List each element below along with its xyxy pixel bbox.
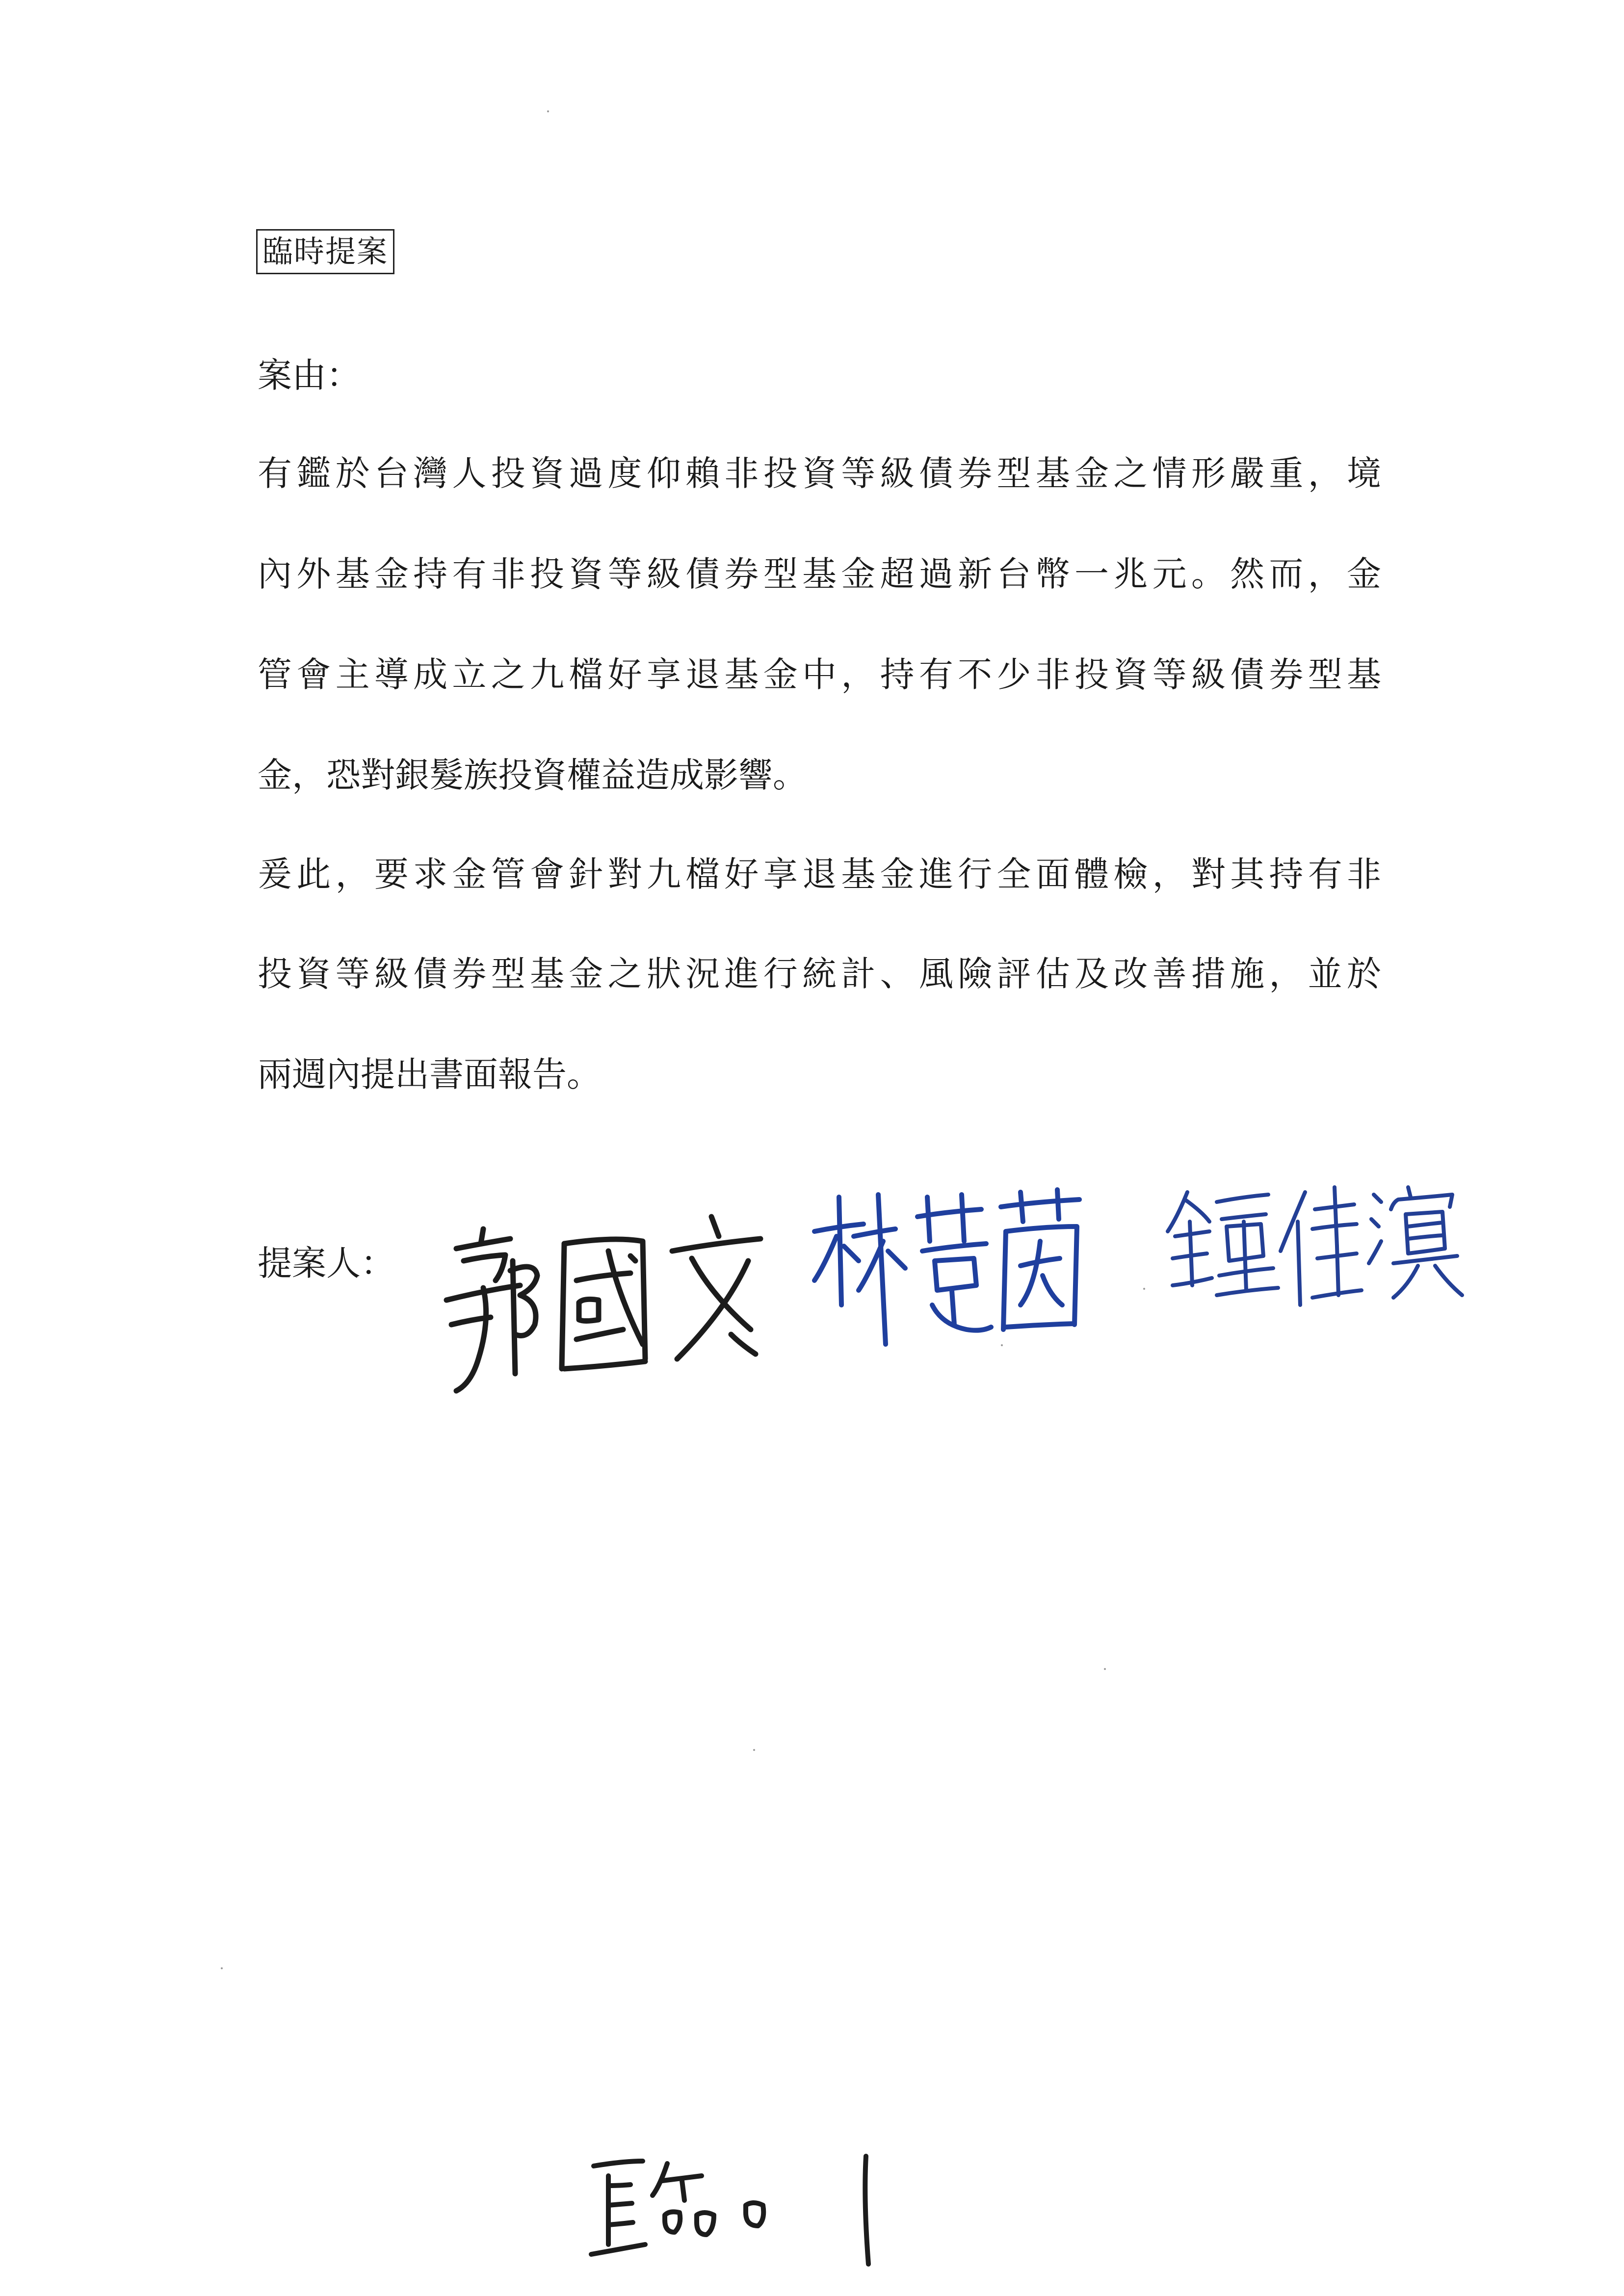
- proposer-label: 提案人：: [258, 1243, 395, 1283]
- signature-3: [1163, 1173, 1467, 1330]
- body-line: 金，恐對銀髮族投資權益造成影響。: [258, 755, 807, 795]
- scan-speck: [547, 110, 549, 112]
- body-line: 內外基金持有非投資等級債券型基金超過新台幣一兆元。然而，金: [258, 554, 1381, 594]
- body-line: 投資等級債券型基金之狀況進行統計、風險評估及改善措施，並於: [258, 954, 1381, 994]
- signature-2: [805, 1177, 1089, 1364]
- body-line: 管會主導成立之九檔好享退基金中，持有不少非投資等級債券型基: [258, 654, 1381, 695]
- section-tag: 臨時提案: [256, 229, 394, 274]
- scan-speck: [221, 1967, 223, 1969]
- body-line: 爰此，要求金管會針對九檔好享退基金進行全面體檢，對其持有非: [258, 854, 1381, 894]
- scan-speck: [1001, 1344, 1003, 1346]
- scan-speck: [1104, 1668, 1106, 1670]
- scan-speck: [1143, 1288, 1145, 1290]
- body-line: 有鑑於台灣人投資過度仰賴非投資等級債券型基金之情形嚴重，境: [258, 453, 1381, 494]
- reason-heading: 案由：: [258, 355, 361, 395]
- page-mark: [584, 2146, 898, 2274]
- scan-speck: [753, 1749, 755, 1751]
- signature-1: [437, 1197, 780, 1403]
- body-line: 兩週內提出書面報告。: [258, 1054, 601, 1095]
